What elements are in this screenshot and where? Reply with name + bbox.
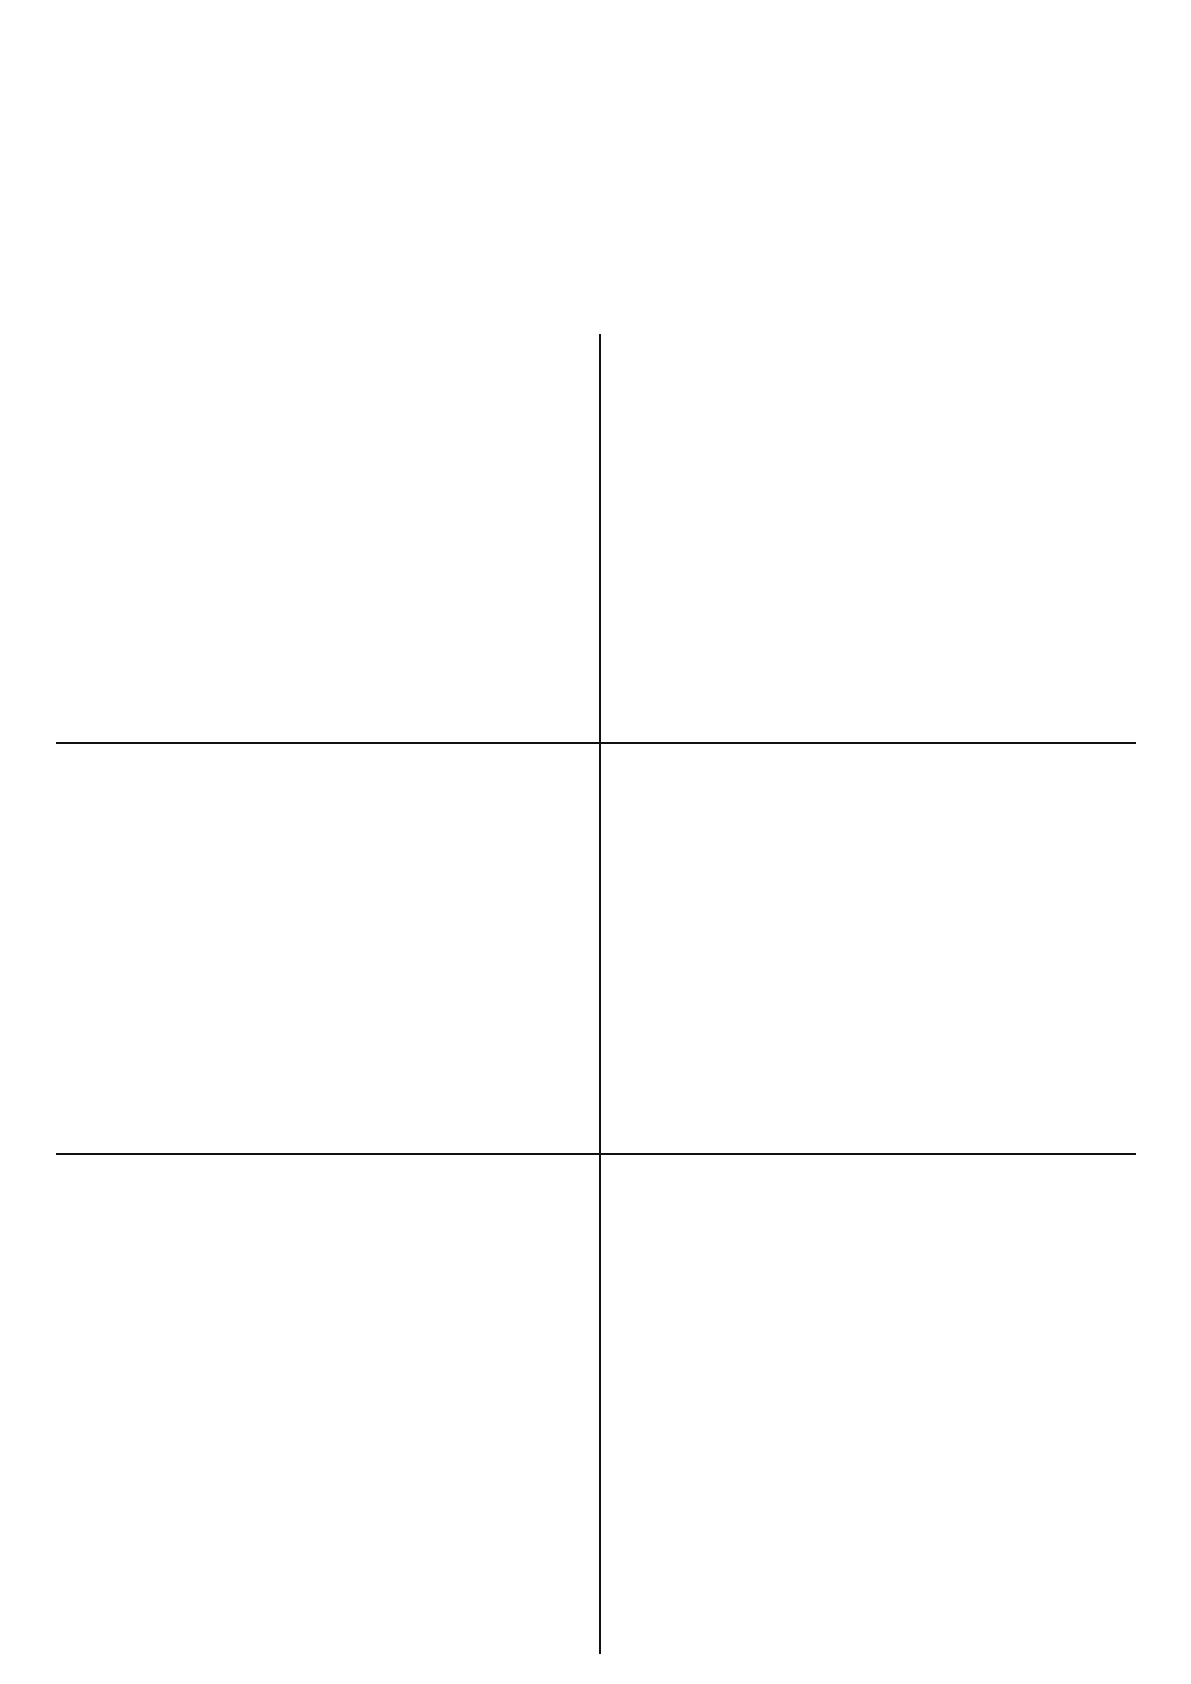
section-divider (56, 1153, 1136, 1155)
column-divider (599, 334, 601, 1654)
section-divider (56, 742, 1136, 744)
